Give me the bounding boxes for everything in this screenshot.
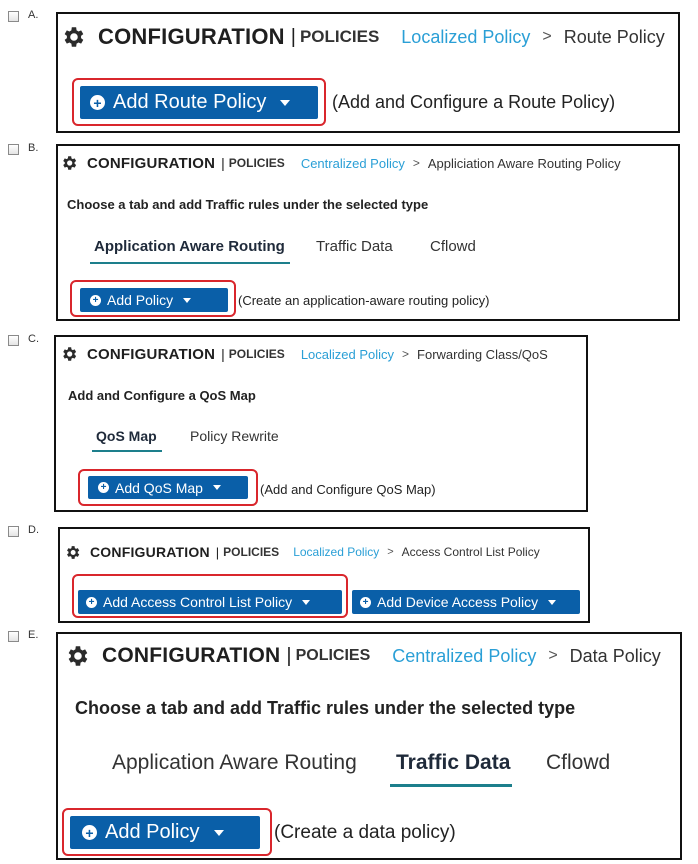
option-e-panel	[56, 632, 682, 860]
gear-icon	[60, 345, 78, 363]
add-qos-map-button[interactable]	[88, 476, 248, 499]
plus-circle-icon: +	[90, 95, 105, 110]
breadcrumb-arrow: >	[402, 347, 410, 361]
gear-icon	[60, 24, 86, 50]
breadcrumb-localized-policy[interactable]: Localized Policy	[293, 545, 380, 559]
option-a-panel	[56, 12, 680, 133]
add-device-access-policy-button[interactable]	[352, 590, 580, 614]
title-separator: |	[221, 155, 225, 171]
option-c-checkbox[interactable]	[8, 335, 19, 346]
breadcrumb-current: Route Policy	[563, 26, 665, 47]
breadcrumb-arrow: >	[412, 156, 420, 170]
breadcrumb-localized-policy[interactable]: Localized Policy	[300, 346, 395, 362]
tab-qos-map[interactable]: QoS Map	[96, 428, 157, 444]
breadcrumb-arrow: >	[548, 647, 558, 664]
config-title: CONFIGURATION	[98, 24, 285, 49]
option-d-letter: D.	[28, 524, 39, 536]
breadcrumb-current: Data Policy	[569, 645, 661, 666]
option-b-panel	[56, 144, 680, 321]
option-d-header	[64, 541, 540, 563]
tab-application-aware-routing[interactable]: Application Aware Routing	[94, 238, 285, 255]
option-a-letter: A.	[28, 9, 39, 21]
option-e-subtitle: Choose a tab and add Traffic rules under the selected type	[75, 698, 576, 718]
option-d-checkbox[interactable]	[8, 526, 19, 537]
breadcrumb-localized-policy[interactable]: Localized Policy	[401, 26, 531, 47]
option-c-subtitle: Add and Configure a QoS Map	[68, 388, 256, 403]
active-tab-underline	[90, 262, 290, 264]
gear-icon	[60, 154, 78, 172]
tab-cflowd[interactable]: Cflowd	[430, 238, 476, 255]
button-label: Add Policy	[107, 292, 174, 308]
caret-down-icon	[213, 485, 221, 490]
policies-title: POLICIES	[223, 545, 280, 559]
option-b-letter: B.	[28, 142, 39, 154]
option-d-panel	[58, 527, 590, 623]
button-label: Add Access Control List Policy	[103, 594, 293, 610]
config-title: CONFIGURATION	[87, 154, 216, 172]
title-separator: |	[286, 644, 292, 667]
caret-down-icon	[280, 100, 290, 106]
add-policy-button[interactable]	[80, 288, 228, 312]
caret-down-icon	[183, 298, 191, 303]
plus-circle-icon: +	[82, 825, 97, 840]
option-e-letter: E.	[28, 629, 39, 641]
breadcrumb-centralized-policy[interactable]: Centralized Policy	[300, 155, 405, 171]
breadcrumb-current: Forwarding Class/QoS	[417, 346, 548, 362]
title-separator: |	[221, 346, 225, 362]
option-a-checkbox[interactable]	[8, 11, 19, 22]
title-separator: |	[290, 25, 296, 48]
option-e-checkbox[interactable]	[8, 631, 19, 642]
button-label: Add Device Access Policy	[377, 594, 539, 610]
tab-cflowd[interactable]: Cflowd	[546, 751, 611, 774]
caret-down-icon	[548, 600, 556, 605]
add-route-policy-button[interactable]	[80, 86, 318, 119]
config-title: CONFIGURATION	[87, 345, 216, 363]
breadcrumb-arrow: >	[542, 28, 552, 45]
tab-policy-rewrite[interactable]: Policy Rewrite	[190, 428, 279, 444]
config-title: CONFIGURATION	[102, 644, 281, 667]
option-e-header	[64, 638, 661, 674]
option-c-note: (Add and Configure QoS Map)	[260, 482, 436, 497]
option-b-note: (Create an application-aware routing policy)	[238, 293, 490, 308]
option-b-subtitle: Choose a tab and add Traffic rules under the selected type	[67, 197, 429, 212]
option-c-panel	[54, 335, 588, 512]
breadcrumb-current: Appliciation Aware Routing Policy	[427, 155, 621, 171]
add-access-control-list-policy-button[interactable]	[78, 590, 342, 614]
option-c-header	[60, 343, 548, 365]
option-e-note: (Create a data policy)	[274, 822, 456, 843]
policies-title: POLICIES	[228, 347, 285, 361]
option-c-letter: C.	[28, 333, 39, 345]
active-tab-underline	[390, 784, 512, 787]
config-title: CONFIGURATION	[90, 544, 210, 560]
plus-circle-icon: +	[86, 597, 97, 608]
button-label: Add Policy	[105, 821, 200, 843]
breadcrumb-centralized-policy[interactable]: Centralized Policy	[392, 645, 537, 666]
gear-icon	[64, 643, 90, 669]
caret-down-icon	[302, 600, 310, 605]
button-label: Add QoS Map	[115, 479, 203, 496]
button-label: Add Route Policy	[113, 91, 267, 113]
option-b-checkbox[interactable]	[8, 144, 19, 155]
policies-title: POLICIES	[228, 156, 285, 170]
tab-application-aware-routing[interactable]: Application Aware Routing	[112, 751, 357, 774]
gear-icon	[64, 544, 81, 561]
plus-circle-icon: +	[90, 295, 101, 306]
breadcrumb-arrow: >	[387, 546, 394, 558]
tab-traffic-data[interactable]: Traffic Data	[396, 751, 511, 774]
policies-title: POLICIES	[295, 647, 371, 664]
option-a-note: (Add and Configure a Route Policy)	[332, 92, 616, 112]
title-separator: |	[215, 544, 220, 560]
active-tab-underline	[92, 450, 162, 452]
caret-down-icon	[214, 830, 224, 836]
tab-traffic-data[interactable]: Traffic Data	[316, 238, 393, 255]
add-policy-button[interactable]	[70, 816, 260, 849]
option-a-header	[60, 20, 665, 54]
policies-title: POLICIES	[299, 27, 380, 46]
breadcrumb-current: Access Control List Policy	[401, 545, 540, 559]
plus-circle-icon: +	[360, 597, 371, 608]
plus-circle-icon: +	[98, 482, 109, 493]
option-b-header	[60, 152, 621, 174]
